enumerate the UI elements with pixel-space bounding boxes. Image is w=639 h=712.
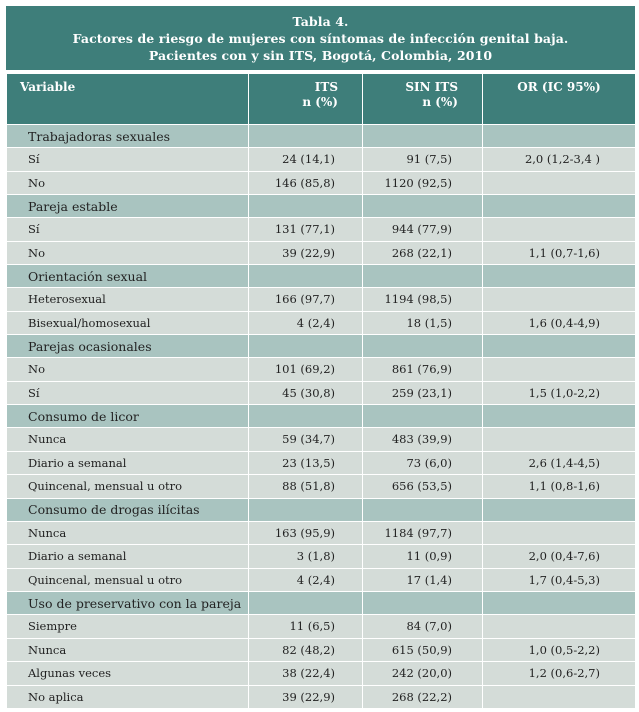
- section-empty-cell: [249, 405, 363, 428]
- cell-sin-its: 11 (0,9): [363, 545, 483, 569]
- header-or: OR (IC 95%): [483, 74, 636, 125]
- row-label: Nunca: [7, 428, 249, 452]
- cell-its: 163 (95,9): [249, 521, 363, 545]
- row-label: Siempre: [7, 615, 249, 639]
- row-label: Nunca: [7, 638, 249, 662]
- cell-its: 101 (69,2): [249, 358, 363, 382]
- row-label: Heterosexual: [7, 288, 249, 312]
- table-row: [7, 288, 636, 312]
- cell-its: 166 (97,7): [249, 288, 363, 312]
- section-empty-cell: [483, 498, 636, 521]
- section-label: Pareja estable: [7, 195, 249, 218]
- cell-or: 2,0 (0,4-7,6): [483, 545, 636, 569]
- cell-sin-its: 268 (22,2): [363, 685, 483, 709]
- row-label: No: [7, 241, 249, 265]
- section-label: Parejas ocasionales: [7, 335, 249, 358]
- cell-sin-its: 1120 (92,5): [363, 171, 483, 195]
- section-row: [7, 335, 636, 358]
- table-row: [7, 568, 636, 592]
- cell-sin-its: 1184 (97,7): [363, 521, 483, 545]
- row-label: Diario a semanal: [7, 545, 249, 569]
- table-row: [7, 662, 636, 686]
- row-label: Diario a semanal: [7, 451, 249, 475]
- cell-sin-its: 861 (76,9): [363, 358, 483, 382]
- row-label: Quincenal, mensual u otro: [7, 568, 249, 592]
- section-empty-cell: [249, 265, 363, 288]
- table-title: [6, 6, 635, 70]
- section-empty-cell: [483, 265, 636, 288]
- table-row: [7, 428, 636, 452]
- cell-or: 2,6 (1,4-4,5): [483, 451, 636, 475]
- cell-or: 1,1 (0,8-1,6): [483, 475, 636, 499]
- cell-sin-its: 944 (77,9): [363, 218, 483, 242]
- row-label: No aplica: [7, 685, 249, 709]
- cell-its: 39 (22,9): [249, 241, 363, 265]
- cell-sin-its: 91 (7,5): [363, 148, 483, 172]
- row-label: No: [7, 171, 249, 195]
- section-empty-cell: [363, 265, 483, 288]
- row-label: Sí: [7, 381, 249, 405]
- section-row: [7, 195, 636, 218]
- table-row: [7, 171, 636, 195]
- cell-its: 4 (2,4): [249, 568, 363, 592]
- cell-its: 3 (1,8): [249, 545, 363, 569]
- section-empty-cell: [483, 405, 636, 428]
- cell-or: 1,0 (0,5-2,2): [483, 638, 636, 662]
- cell-its: 4 (2,4): [249, 311, 363, 335]
- header-its: [249, 74, 363, 125]
- header-sin-its-unit: n (%): [422, 95, 458, 109]
- table-row: [7, 521, 636, 545]
- table-body: [7, 125, 636, 709]
- section-empty-cell: [249, 498, 363, 521]
- cell-sin-its: 73 (6,0): [363, 451, 483, 475]
- table-row: [7, 311, 636, 335]
- cell-sin-its: 483 (39,9): [363, 428, 483, 452]
- cell-sin-its: 17 (1,4): [363, 568, 483, 592]
- section-label: Consumo de licor: [7, 405, 249, 428]
- section-row: [7, 498, 636, 521]
- cell-or: 1,6 (0,4-4,9): [483, 311, 636, 335]
- cell-its: 45 (30,8): [249, 381, 363, 405]
- cell-its: 88 (51,8): [249, 475, 363, 499]
- table-row: [7, 358, 636, 382]
- section-label: Trabajadoras sexuales: [7, 125, 249, 148]
- cell-or: 1,2 (0,6-2,7): [483, 662, 636, 686]
- cell-its: 11 (6,5): [249, 615, 363, 639]
- cell-or: 1,7 (0,4-5,3): [483, 568, 636, 592]
- row-label: Sí: [7, 148, 249, 172]
- section-row: [7, 265, 636, 288]
- cell-or: [483, 358, 636, 382]
- section-empty-cell: [363, 195, 483, 218]
- table-caption: Factores de riesgo de mujeres con síntomas de infección genital baja.: [72, 31, 569, 46]
- header-sin-its: [363, 74, 483, 125]
- section-row: [7, 592, 636, 615]
- section-empty-cell: [483, 335, 636, 358]
- cell-or: [483, 171, 636, 195]
- cell-sin-its: 1194 (98,5): [363, 288, 483, 312]
- table-row: [7, 381, 636, 405]
- cell-or: [483, 685, 636, 709]
- cell-or: [483, 288, 636, 312]
- cell-sin-its: 259 (23,1): [363, 381, 483, 405]
- table-row: [7, 218, 636, 242]
- header-row: [7, 74, 636, 125]
- table-subcaption: Pacientes con y sin ITS, Bogotá, Colombia, 2010: [148, 48, 493, 63]
- cell-sin-its: 18 (1,5): [363, 311, 483, 335]
- section-empty-cell: [483, 195, 636, 218]
- cell-or: 2,0 (1,2-3,4 ): [483, 148, 636, 172]
- header-its-unit: n (%): [302, 95, 338, 109]
- table-container: [6, 6, 635, 709]
- header-its-label: ITS: [314, 80, 338, 94]
- cell-its: 59 (34,7): [249, 428, 363, 452]
- row-label: Bisexual/homosexual: [7, 311, 249, 335]
- section-row: [7, 125, 636, 148]
- section-empty-cell: [249, 125, 363, 148]
- section-empty-cell: [363, 498, 483, 521]
- section-label: Consumo de drogas ilícitas: [7, 498, 249, 521]
- table-row: [7, 638, 636, 662]
- cell-sin-its: 268 (22,1): [363, 241, 483, 265]
- header-sin-its-label: SIN ITS: [405, 80, 458, 94]
- row-label: Algunas veces: [7, 662, 249, 686]
- cell-its: 82 (48,2): [249, 638, 363, 662]
- cell-or: 1,5 (1,0-2,2): [483, 381, 636, 405]
- table-row: [7, 545, 636, 569]
- cell-its: 131 (77,1): [249, 218, 363, 242]
- cell-sin-its: 242 (20,0): [363, 662, 483, 686]
- section-empty-cell: [483, 592, 636, 615]
- cell-its: 146 (85,8): [249, 171, 363, 195]
- cell-or: [483, 521, 636, 545]
- cell-or: [483, 428, 636, 452]
- row-label: No: [7, 358, 249, 382]
- table-row: [7, 148, 636, 172]
- section-row: [7, 405, 636, 428]
- table-row: [7, 241, 636, 265]
- section-label: Uso de preservativo con la pareja: [7, 592, 249, 615]
- table-row: [7, 475, 636, 499]
- section-empty-cell: [363, 405, 483, 428]
- cell-its: 39 (22,9): [249, 685, 363, 709]
- cell-sin-its: 615 (50,9): [363, 638, 483, 662]
- table-number: Tabla 4.: [292, 14, 349, 29]
- section-empty-cell: [483, 125, 636, 148]
- section-empty-cell: [249, 335, 363, 358]
- section-label: Orientación sexual: [7, 265, 249, 288]
- header-variable: Variable: [7, 74, 249, 125]
- cell-sin-its: 84 (7,0): [363, 615, 483, 639]
- cell-its: 24 (14,1): [249, 148, 363, 172]
- cell-or: [483, 615, 636, 639]
- table-row: [7, 451, 636, 475]
- risk-factors-table: [6, 73, 636, 709]
- cell-its: 38 (22,4): [249, 662, 363, 686]
- section-empty-cell: [363, 335, 483, 358]
- row-label: Quincenal, mensual u otro: [7, 475, 249, 499]
- section-empty-cell: [363, 125, 483, 148]
- cell-or: [483, 218, 636, 242]
- section-empty-cell: [249, 195, 363, 218]
- row-label: Nunca: [7, 521, 249, 545]
- cell-its: 23 (13,5): [249, 451, 363, 475]
- table-row: [7, 615, 636, 639]
- cell-or: 1,1 (0,7-1,6): [483, 241, 636, 265]
- section-empty-cell: [363, 592, 483, 615]
- section-empty-cell: [249, 592, 363, 615]
- cell-sin-its: 656 (53,5): [363, 475, 483, 499]
- row-label: Sí: [7, 218, 249, 242]
- table-row: [7, 685, 636, 709]
